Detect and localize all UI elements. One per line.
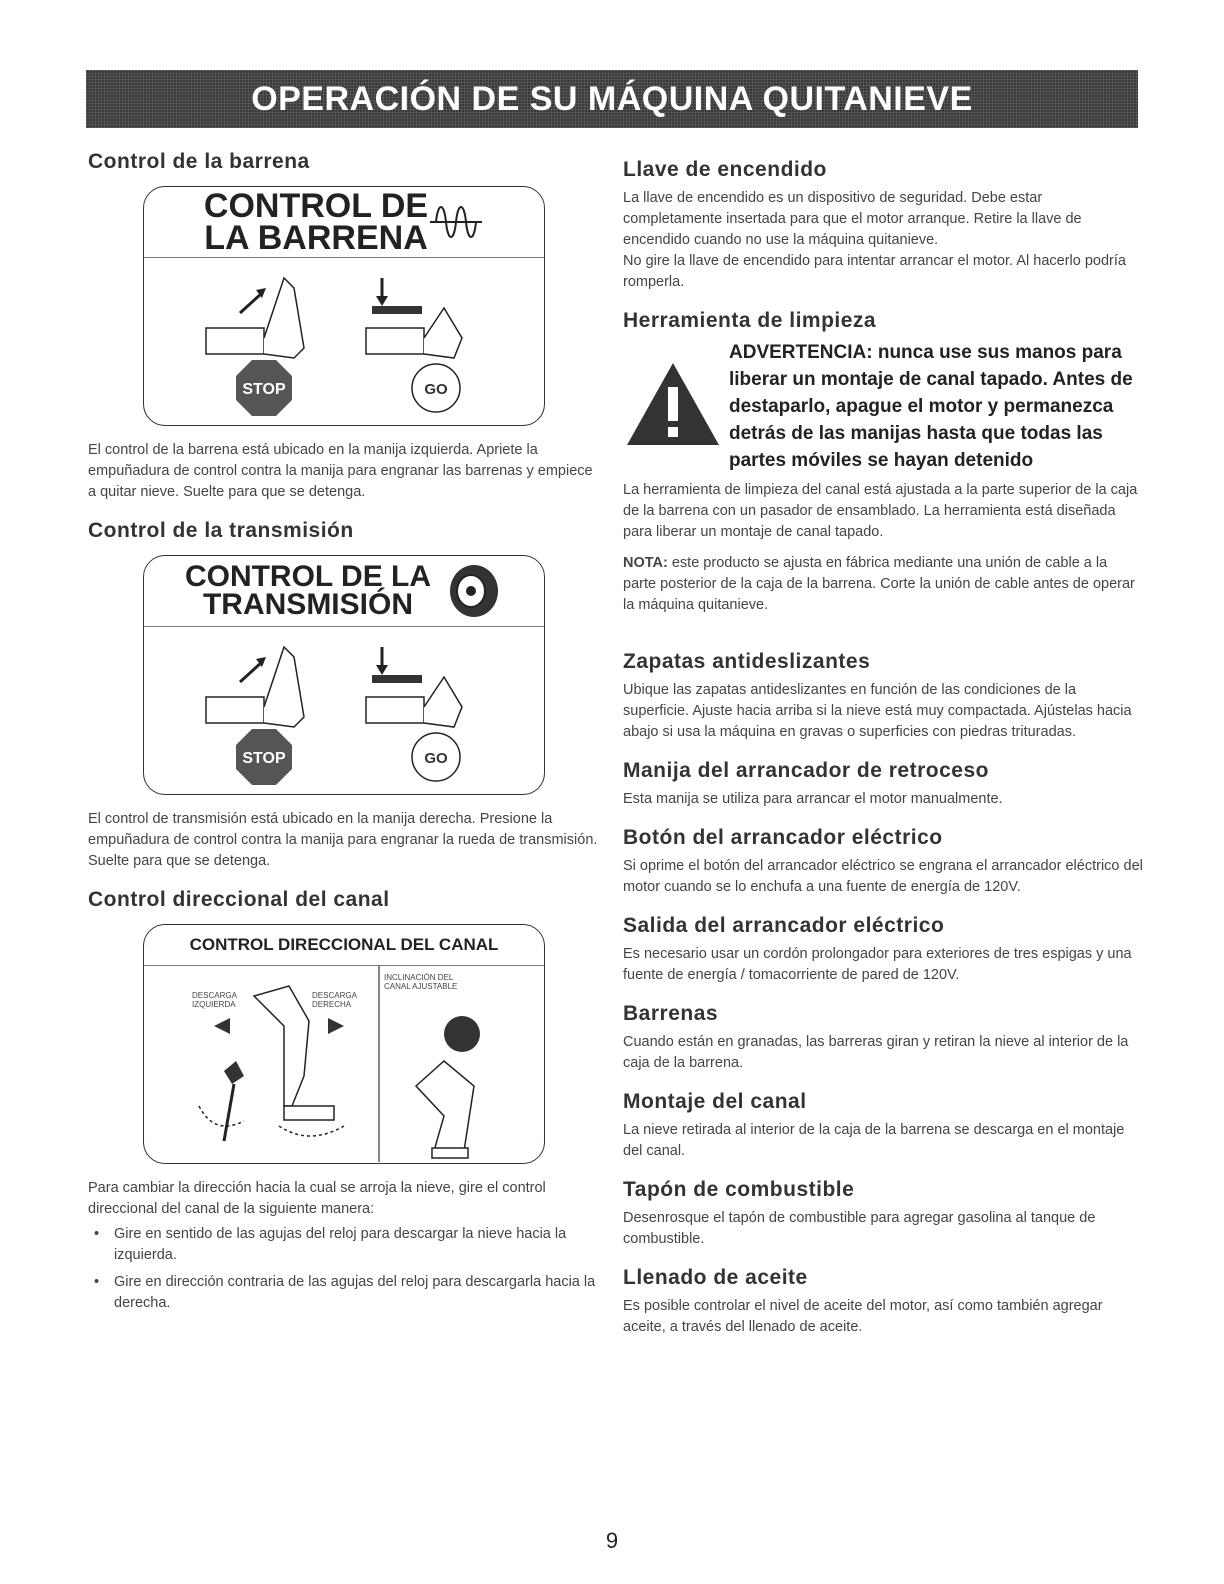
auger-control-body: El control de la barrena está ubicado en la manija izquierda. Apriete la empuñadura de control contra la manija para engranar las barrenas y empiece a quitar nieve. Suelte para que se detenga. (88, 442, 593, 500)
auger-control-panel (143, 186, 545, 426)
clean-out-note (623, 553, 1143, 616)
drive-handle-diagram (144, 627, 544, 792)
fuel-cap-body: Desenrosque el tapón de combustible para agregar gasolina al tanque de combustible. (623, 1210, 1096, 1247)
augers-section (623, 1002, 1143, 1074)
auger-stop-label: STOP (242, 381, 286, 398)
warning-block (623, 339, 1143, 474)
list-item: • Gire en dirección contraria de las agujas del reloj para descargarla hacia la derecha. (88, 1272, 600, 1314)
electric-starter-outlet-heading: Salida del arrancador eléctrico (623, 914, 945, 937)
augers-heading: Barrenas (623, 1002, 719, 1025)
chute-panel-header (144, 925, 544, 966)
skid-shoes-body: Ubique las zapatas antideslizantes en función de las condiciones de la superficie. Ajuste hacia arriba si la nieve está muy compactada. Ajústelas hacia abajo si usa la máquina en gravas o superficies con piedras trituradas. (623, 682, 1132, 740)
skid-shoes-section (623, 650, 1143, 743)
drive-panel-header (144, 556, 544, 627)
handle-engaged-icon (366, 647, 462, 727)
chute-bullets (88, 1224, 600, 1314)
augers-body: Cuando están en granadas, las barreras giran y retiran la nieve al interior de la caja de la barrena. (623, 1034, 1129, 1071)
page-number: 9 (605, 1528, 619, 1553)
chute-direction-diagram (144, 966, 544, 1162)
drive-stop-label: STOP (242, 750, 286, 767)
oil-fill-section (623, 1266, 1143, 1338)
recoil-starter-body: Esta manija se utiliza para arrancar el motor manualmente. (623, 791, 1003, 807)
list-item: • Gire en sentido de las agujas del reloj para descargar la nieve hacia la izquierda. (88, 1224, 600, 1266)
discharge-left-label: DESCARGA (192, 991, 237, 1000)
tilt-knob-icon (416, 1016, 480, 1158)
go-sign-icon (412, 733, 460, 781)
auger-control-figure (143, 186, 600, 426)
ignition-key-body-2: No gire la llave de encendido para intentar arrancar el motor. Al hacerlo podría romperla. (623, 253, 1126, 290)
chute-control-panel (143, 924, 545, 1164)
arrow-left-icon (214, 1018, 230, 1034)
drive-control-figure (143, 555, 600, 795)
warning-text: ADVERTENCIA: nunca use sus manos para liberar un montaje de canal tapado. Antes de destaparlo, apague el motor y permanezca detrás de las manijas hasta que todas las partes móviles se hayan detenido (729, 342, 1133, 471)
drive-control-section (88, 519, 600, 872)
oil-fill-body: Es posible controlar el nivel de aceite del motor, así como también agregar aceite, a través del llenado de aceite. (623, 1298, 1103, 1335)
electric-starter-button-section (623, 826, 1143, 898)
stop-sign-icon (236, 360, 292, 416)
electric-starter-button-heading: Botón del arrancador eléctrico (623, 826, 943, 849)
fuel-cap-heading: Tapón de combustible (623, 1178, 855, 1201)
discharge-right-label-2: DERECHA (312, 1000, 352, 1009)
drive-control-panel (143, 555, 545, 795)
auger-icon (428, 197, 484, 247)
stop-sign-icon (236, 729, 292, 785)
electric-starter-outlet-body: Es necesario usar un cordón prolongador para exteriores de tres espigas y una fuente de energía / tomacorriente de pared de 120V. (623, 946, 1132, 983)
crank-icon (199, 1061, 244, 1141)
note-label: NOTA: (623, 555, 668, 571)
chute-control-figure (143, 924, 600, 1164)
tilt-label: INCLINACIÓN DEL (384, 973, 454, 982)
auger-control-section (88, 150, 600, 503)
auger-handle-diagram (144, 258, 544, 423)
discharge-right-label: DESCARGA (312, 991, 357, 1000)
recoil-starter-section (623, 759, 1143, 810)
page-banner (86, 70, 1138, 128)
chute-assembly-section (623, 1090, 1143, 1162)
page-title: OPERACIÓN DE SU MÁQUINA QUITANIEVE (251, 79, 973, 118)
tilt-label-2: CANAL AJUSTABLE (384, 982, 458, 991)
electric-starter-button-body: Si oprime el botón del arrancador eléctrico se engrana el arrancador eléctrico del motor cuando se lo enchufa a una fuente de energía de 120V. (623, 858, 1143, 895)
handle-engaged-icon (366, 278, 462, 358)
ignition-key-body: La llave de encendido es un dispositivo de seguridad. Debe estar completamente insertada para que el motor arranque. Retire la llave de encendido cuando no use la máquina quitanieve. (623, 190, 1082, 248)
ignition-key-section (623, 158, 1143, 293)
drive-panel-title: CONTROL DE LA TRANSMISIÓN (184, 559, 432, 621)
oil-fill-heading: Llenado de aceite (623, 1266, 808, 1289)
clean-out-tool-section (623, 309, 1143, 616)
warning-triangle-icon (623, 359, 723, 449)
chute-control-heading: Control direccional del canal (88, 888, 390, 911)
drive-go-label: GO (424, 750, 448, 767)
left-column (88, 150, 600, 1330)
skid-shoes-heading: Zapatas antideslizantes (623, 650, 871, 673)
fuel-cap-section (623, 1178, 1143, 1250)
auger-panel-title: CONTROL DE LA BARRENA (203, 186, 429, 257)
clean-out-tool-body: La herramienta de limpieza del canal está ajustada a la parte superior de la caja de la barrena con un pasador de ensamblado. La herramienta está diseñada para liberar un montaje de canal tapado. (623, 482, 1138, 540)
rotation-arrow-icon (279, 1126, 344, 1136)
chute-assembly-heading: Montaje del canal (623, 1090, 807, 1113)
arrow-right-icon (328, 1018, 344, 1034)
drive-control-heading: Control de la transmisión (88, 519, 354, 542)
handle-released-icon (206, 647, 304, 727)
chute-control-body: Para cambiar la dirección hacia la cual se arroja la nieve, gire el control direccional del canal de la siguiente manera: (88, 1180, 546, 1217)
go-sign-icon (412, 364, 460, 412)
handle-released-icon (206, 278, 304, 358)
auger-panel-header (144, 187, 544, 258)
drive-control-body: El control de transmisión está ubicado en la manija derecha. Presione la empuñadura de control contra la manija para engranar la rueda de transmisión. Suelte para que se detenga. (88, 811, 598, 869)
electric-starter-outlet-section (623, 914, 1143, 986)
clean-out-tool-heading: Herramienta de limpieza (623, 309, 877, 332)
wheel-icon (445, 563, 503, 619)
chute-assembly-body: La nieve retirada al interior de la caja de la barrena se descarga en el montaje del canal. (623, 1122, 1125, 1159)
chute-control-section (88, 888, 600, 1314)
note-text: este producto se ajusta en fábrica mediante una unión de cable a la parte posterior de la caja de la barrena. Corte la unión de cable antes de operar la máquina quitanieve. (623, 555, 1135, 613)
recoil-starter-heading: Manija del arrancador de retroceso (623, 759, 989, 782)
ignition-key-heading: Llave de encendido (623, 158, 827, 181)
auger-go-label: GO (424, 381, 448, 398)
discharge-left-label-2: IZQUIERDA (192, 1000, 236, 1009)
right-column (623, 158, 1143, 1354)
chute-panel-title: CONTROL DIRECCIONAL DEL CANAL (189, 934, 499, 954)
auger-control-heading: Control de la barrena (88, 150, 310, 173)
